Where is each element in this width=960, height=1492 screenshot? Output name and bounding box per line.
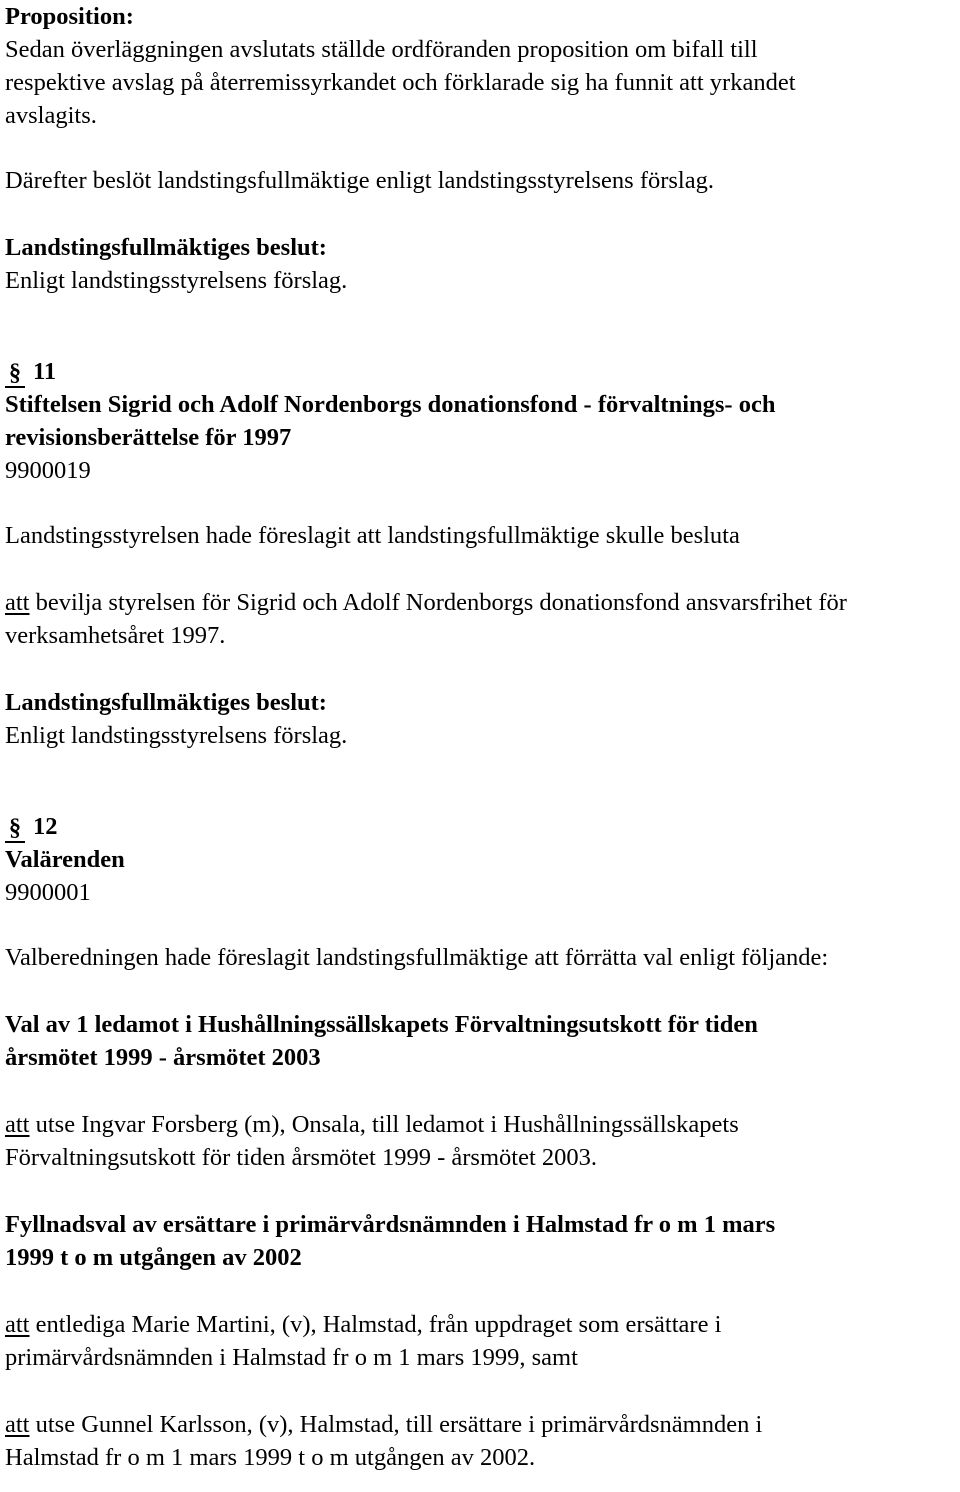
section-12-number: 12 [33, 813, 58, 840]
val1-heading-line-1: Val av 1 ledamot i Hushållningssällskapets Förvaltningsutskott för tiden [5, 1011, 758, 1038]
decision-text: Därefter beslöt landstingsfullmäktige enligt landstingsstyrelsens förslag. [5, 167, 714, 194]
section-11-heading [5, 355, 957, 388]
section-12-intro: Valberedningen hade föreslagit landstingsfullmäktige att förrätta val enligt följande: [5, 944, 829, 971]
val2-att2-line-2: Halmstad fr o m 1 mars 1999 t o m utgången av 2002. [5, 1444, 536, 1471]
val2-att1-line-2: primärvårdsnämnden i Halmstad fr o m 1 mars 1999, samt [5, 1344, 578, 1371]
section-11-title-line-2: revisionsberättelse för 1997 [5, 424, 292, 451]
att-word: att [5, 1111, 30, 1138]
section-11-beslut-label: Landstingsfullmäktiges beslut: [5, 689, 327, 716]
section-12-case-number: 9900001 [5, 879, 91, 906]
att-word: att [5, 1311, 30, 1338]
val2-att2-text-1: utse Gunnel Karlsson, (v), Halmstad, till ersättare i primärvårdsnämnden i [29, 1411, 763, 1438]
section-11-beslut-text: Enligt landstingsstyrelsens förslag. [5, 722, 348, 749]
val2-att2-line-1 [5, 1408, 957, 1441]
val2-att1-line-1 [5, 1308, 957, 1341]
section-11-att-text-1: bevilja styrelsen för Sigrid och Adolf Nordenborgs donationsfond ansvarsfrihet för [29, 589, 847, 616]
val1-heading-line-2: årsmötet 1999 - årsmötet 2003 [5, 1044, 321, 1071]
val1-att-line-1 [5, 1108, 957, 1141]
section-11-intro: Landstingsstyrelsen hade föreslagit att landstingsfullmäktige skulle besluta [5, 522, 740, 549]
val2-heading-line-1: Fyllnadsval av ersättare i primärvårdsnämnden i Halmstad fr o m 1 mars [5, 1211, 776, 1238]
section-11-case-number: 9900019 [5, 457, 91, 484]
proposition-text-line-3: avslagits. [5, 102, 97, 129]
val1-att-line-2: Förvaltningsutskott för tiden årsmötet 1999 - årsmötet 2003. [5, 1144, 598, 1171]
document-page [5, 0, 957, 1474]
att-word: att [5, 589, 30, 616]
val2-att1-text-1: entlediga Marie Martini, (v), Halmstad, från uppdraget som ersättare i [29, 1311, 722, 1338]
section-11-title-line-1: Stiftelsen Sigrid och Adolf Nordenborgs donationsfond - förvaltnings- och [5, 391, 776, 418]
att-word: att [5, 1411, 30, 1438]
beslut-label: Landstingsfullmäktiges beslut: [5, 234, 327, 261]
section-sign-icon: § [5, 360, 25, 388]
section-12-heading [5, 810, 957, 843]
section-11-att-line-2: verksamhetsåret 1997. [5, 622, 226, 649]
section-sign-icon: § [5, 815, 25, 843]
proposition-label: Proposition: [5, 3, 134, 30]
beslut-text: Enligt landstingsstyrelsens förslag. [5, 267, 348, 294]
section-11-att-line-1 [5, 586, 957, 619]
proposition-text-line-1: Sedan överläggningen avslutats ställde ordföranden proposition om bifall till [5, 36, 758, 63]
section-11-number: 11 [33, 358, 57, 385]
val1-text-1: utse Ingvar Forsberg (m), Onsala, till ledamot i Hushållningssällskapets [29, 1111, 739, 1138]
section-12-title: Valärenden [5, 846, 125, 873]
proposition-text-line-2: respektive avslag på återremissyrkandet och förklarade sig ha funnit att yrkandet [5, 69, 796, 96]
val2-heading-line-2: 1999 t o m utgången av 2002 [5, 1244, 302, 1271]
